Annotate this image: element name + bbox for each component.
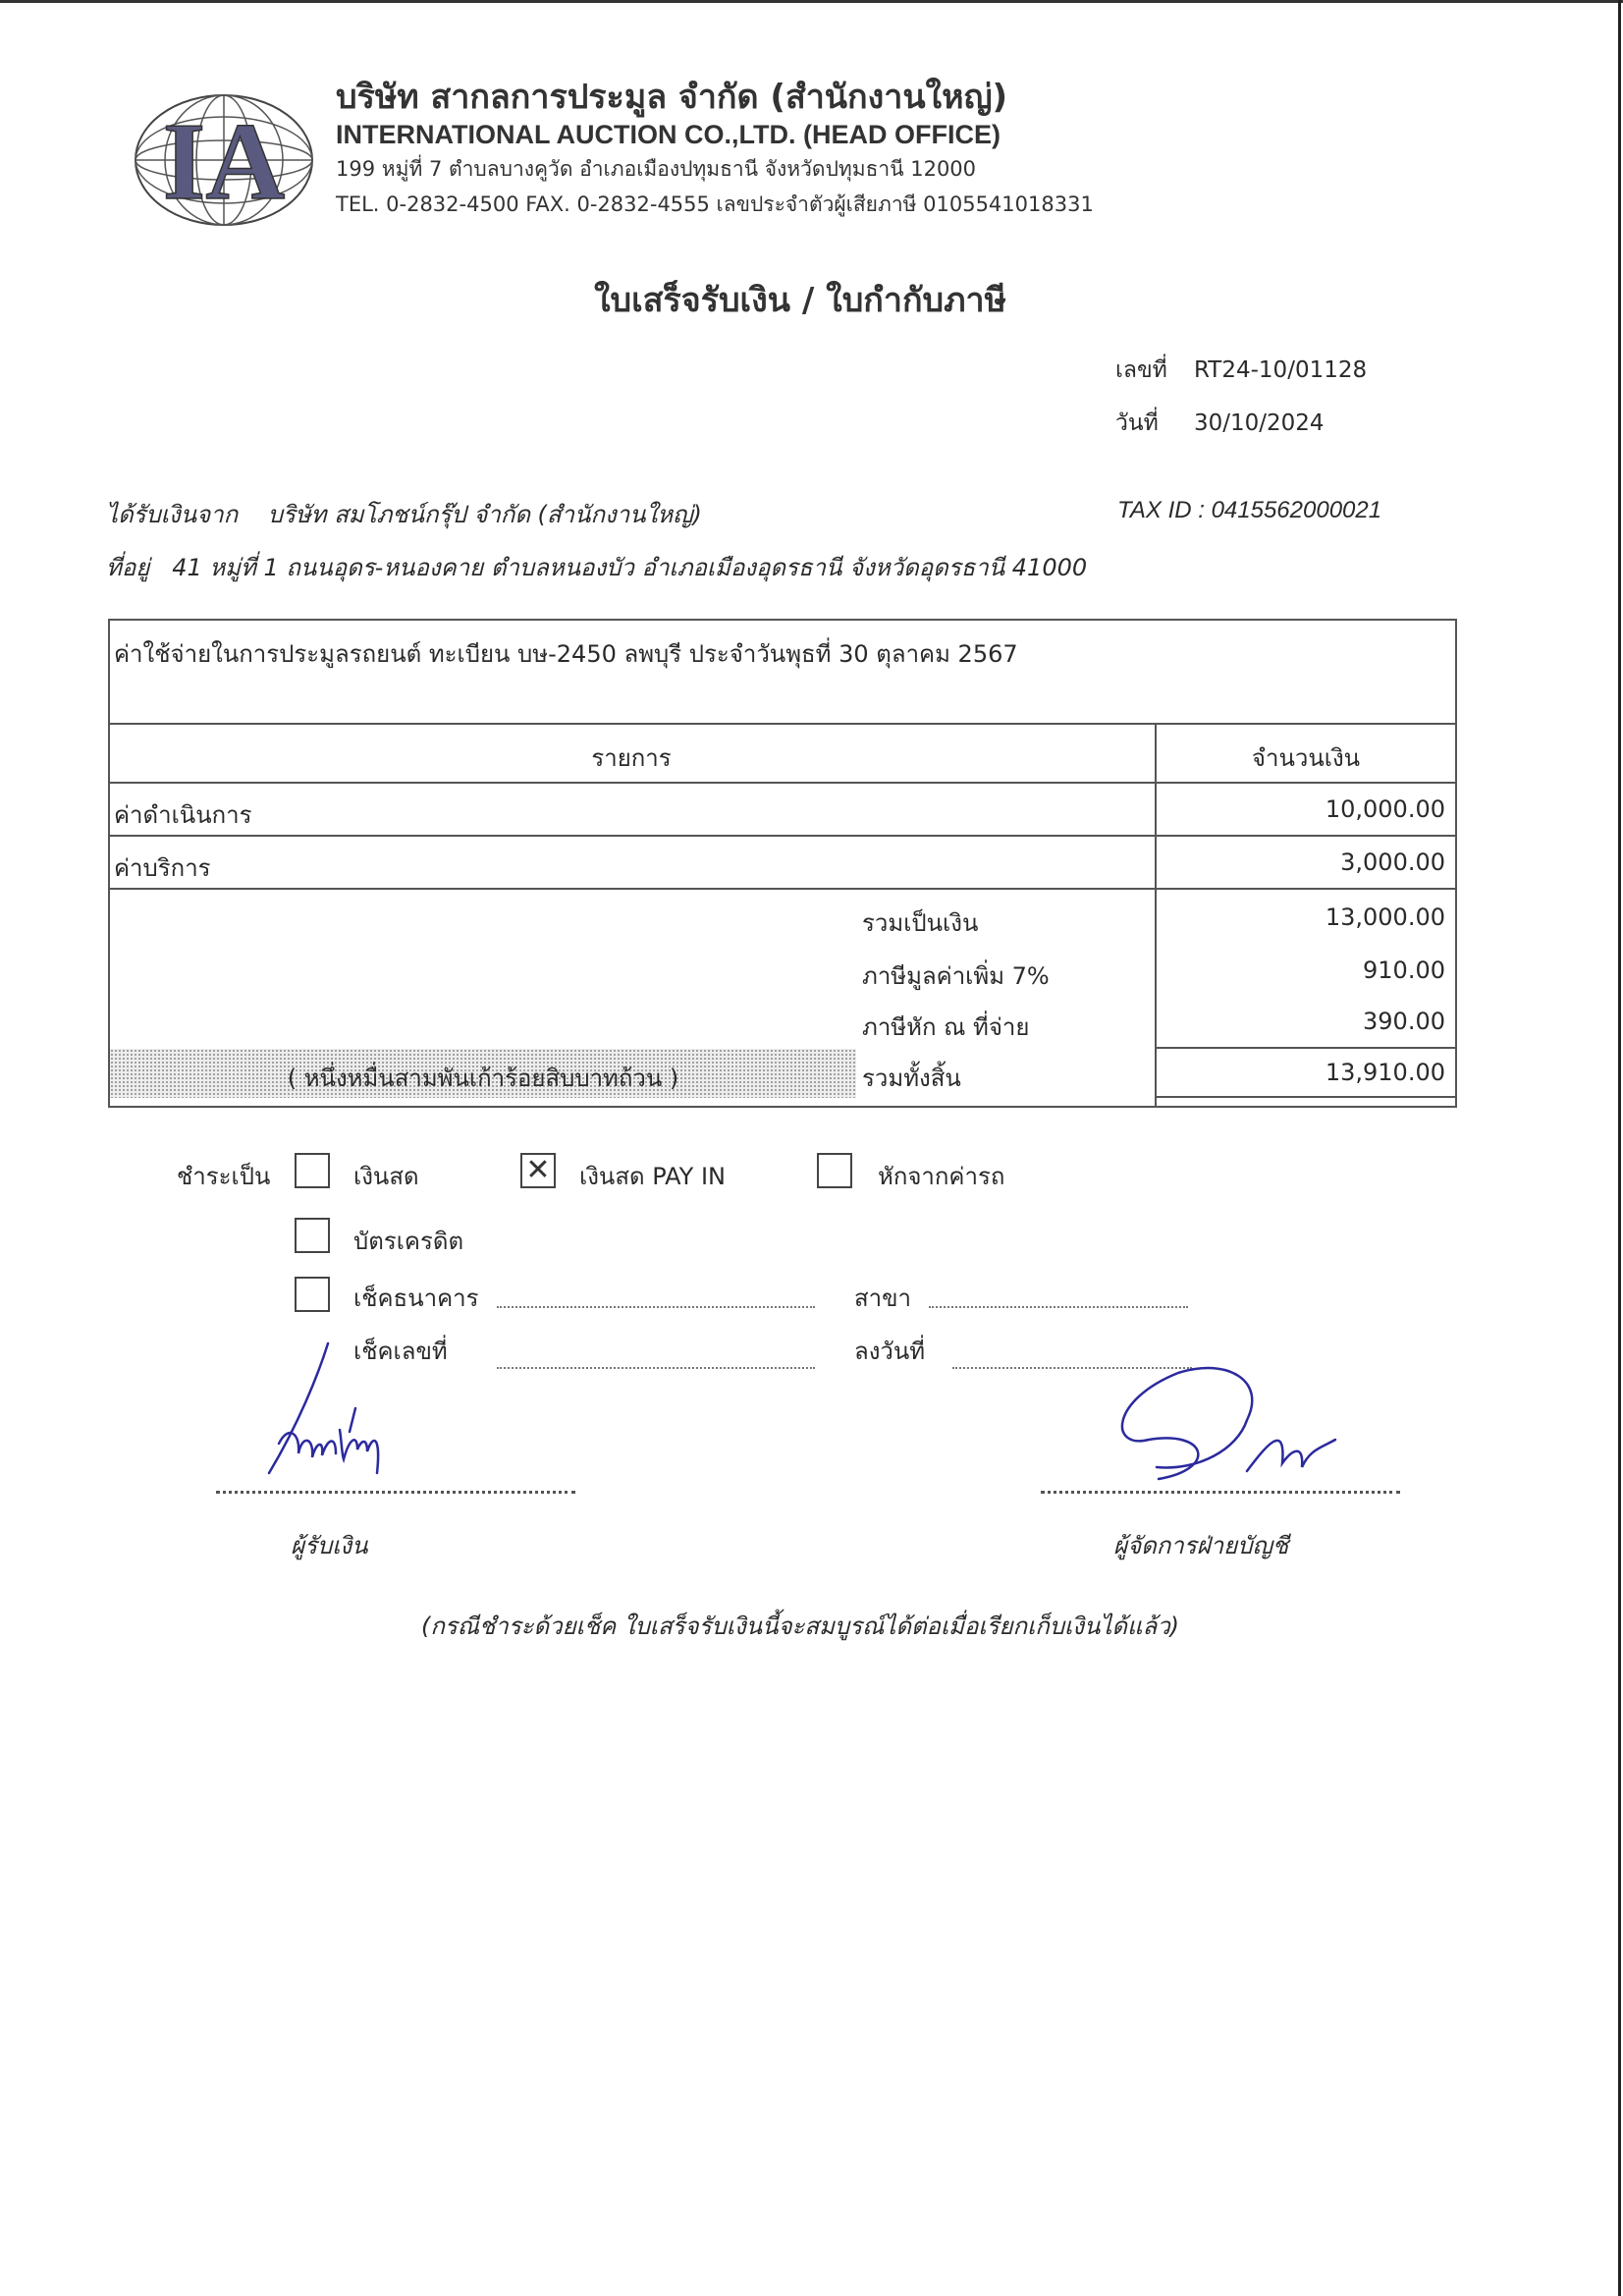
- description-text: ค่าใช้จ่ายในการประมูลรถยนต์ ทะเบียน บษ-2450 ลพบุรี ประจำวันพุธที่ 30 ตุลาคม 2567: [114, 640, 1018, 668]
- row-divider: [108, 835, 1457, 837]
- customer-name-line: [106, 495, 702, 533]
- cheque-number-field[interactable]: [497, 1367, 815, 1369]
- row-item: ค่าดำเนินการ: [114, 801, 252, 829]
- checked-mark-icon: ✕: [525, 1153, 551, 1187]
- credit-card-label: บัตรเครดิต: [353, 1228, 464, 1255]
- document-number: RT24-10/01128: [1194, 357, 1368, 383]
- header-item: รายการ: [591, 744, 672, 772]
- accounting-manager-label: ผู้จัดการฝ่ายบัญชี: [1113, 1532, 1289, 1559]
- customer-address-line: [106, 548, 1087, 586]
- withholding-amount: 390.00: [1363, 1008, 1445, 1035]
- receiver-signature-line: [216, 1491, 575, 1494]
- cash-pay-in-checkbox[interactable]: [520, 1153, 556, 1188]
- company-logo: [132, 90, 316, 230]
- payment-label: ชำระเป็น: [177, 1163, 271, 1190]
- date-label: วันที่: [1115, 410, 1159, 436]
- branch-label: สาขา: [854, 1285, 912, 1312]
- row-amount: 3,000.00: [1340, 848, 1445, 876]
- row-amount: 10,000.00: [1325, 795, 1445, 823]
- company-address: 199 หมู่ที่ 7 ตำบลบางคูวัด อำเภอเมืองปทุมธานี จังหวัดปทุมธานี 12000: [336, 157, 977, 181]
- customer-address: 41 หมู่ที่ 1 ถนนอุดร-หนองคาย ตำบลหนองบัว อำเภอเมืองอุดรธานี จังหวัดอุดรธานี 41000: [172, 554, 1088, 581]
- header-amount: จำนวนเงิน: [1251, 744, 1361, 772]
- withholding-label: ภาษีหัก ณ ที่จ่าย: [862, 1013, 1030, 1041]
- document-number-block: [1115, 344, 1367, 450]
- cheque-number-label: เช็คเลขที่: [353, 1338, 448, 1365]
- cheque-date-label: ลงวันที่: [854, 1338, 926, 1365]
- customer-tax-id: TAX ID : 0415562000021: [1117, 497, 1382, 523]
- receiver-signature: [259, 1336, 436, 1493]
- header-divider: [108, 782, 1457, 784]
- branch-field[interactable]: [929, 1306, 1188, 1308]
- manager-signature-line: [1041, 1491, 1400, 1494]
- customer-name: บริษัท สมโภชน์กรุ๊ป จำกัด (สำนักงานใหญ่): [267, 501, 702, 528]
- subtotal-label: รวมเป็นเงิน: [862, 909, 979, 937]
- cash-label: เงินสด: [353, 1163, 419, 1190]
- receiver-label: ผู้รับเงิน: [291, 1532, 368, 1559]
- company-header: [336, 77, 1318, 222]
- deduct-from-car-checkbox[interactable]: [817, 1153, 852, 1188]
- document-title: ใบเสร็จรับเงิน / ใบกำกับภาษี: [593, 281, 1007, 320]
- row-item: ค่าบริการ: [114, 854, 211, 882]
- amount-in-words: ( หนึ่งหมื่นสามพันเก้าร้อยสิบบาทถ้วน ): [287, 1065, 679, 1092]
- address-label: ที่อยู่: [106, 554, 150, 581]
- bank-cheque-label: เช็คธนาคาร: [353, 1285, 479, 1312]
- company-contact: TEL. 0-2832-4500 FAX. 0-2832-4555 เลขประจำตัวผู้เสียภาษี 0105541018331: [336, 192, 1094, 216]
- grand-total-label: รวมทั้งสิ้น: [862, 1065, 961, 1092]
- subtotal-amount: 13,000.00: [1325, 903, 1445, 931]
- company-name-thai: บริษัท สากลการประมูล จำกัด (สำนักงานใหญ่): [336, 78, 1008, 117]
- grand-total-divider: [1155, 1047, 1457, 1049]
- credit-card-checkbox[interactable]: [295, 1218, 330, 1253]
- logo-text: IA: [162, 101, 286, 223]
- manager-signature: [1100, 1361, 1365, 1489]
- document-date: 30/10/2024: [1194, 410, 1325, 436]
- footer-note: (กรณีชำระด้วยเช็ค ใบเสร็จรับเงินนี้จะสมบูรณ์ได้ต่อเมื่อเรียกเก็บเงินได้แล้ว): [420, 1613, 1180, 1640]
- vat-amount: 910.00: [1363, 957, 1445, 984]
- bank-cheque-checkbox[interactable]: [295, 1277, 330, 1312]
- bank-cheque-field[interactable]: [497, 1306, 815, 1308]
- grand-total-underline: [1155, 1096, 1457, 1098]
- grand-total-amount: 13,910.00: [1325, 1059, 1445, 1086]
- company-name-english: INTERNATIONAL AUCTION CO.,LTD. (HEAD OFFICE): [336, 120, 1001, 149]
- cash-checkbox[interactable]: [295, 1153, 330, 1188]
- cash-pay-in-label: เงินสด PAY IN: [579, 1163, 727, 1190]
- deduct-from-car-label: หักจากค่ารถ: [878, 1163, 1005, 1190]
- received-from-label: ได้รับเงินจาก: [106, 501, 239, 528]
- page-top-border: [0, 0, 1623, 3]
- row-divider: [108, 888, 1457, 890]
- vat-label: ภาษีมูลค่าเพิ่ม 7%: [862, 962, 1050, 990]
- page-right-border: [1618, 0, 1621, 2296]
- number-label: เลขที่: [1115, 357, 1167, 383]
